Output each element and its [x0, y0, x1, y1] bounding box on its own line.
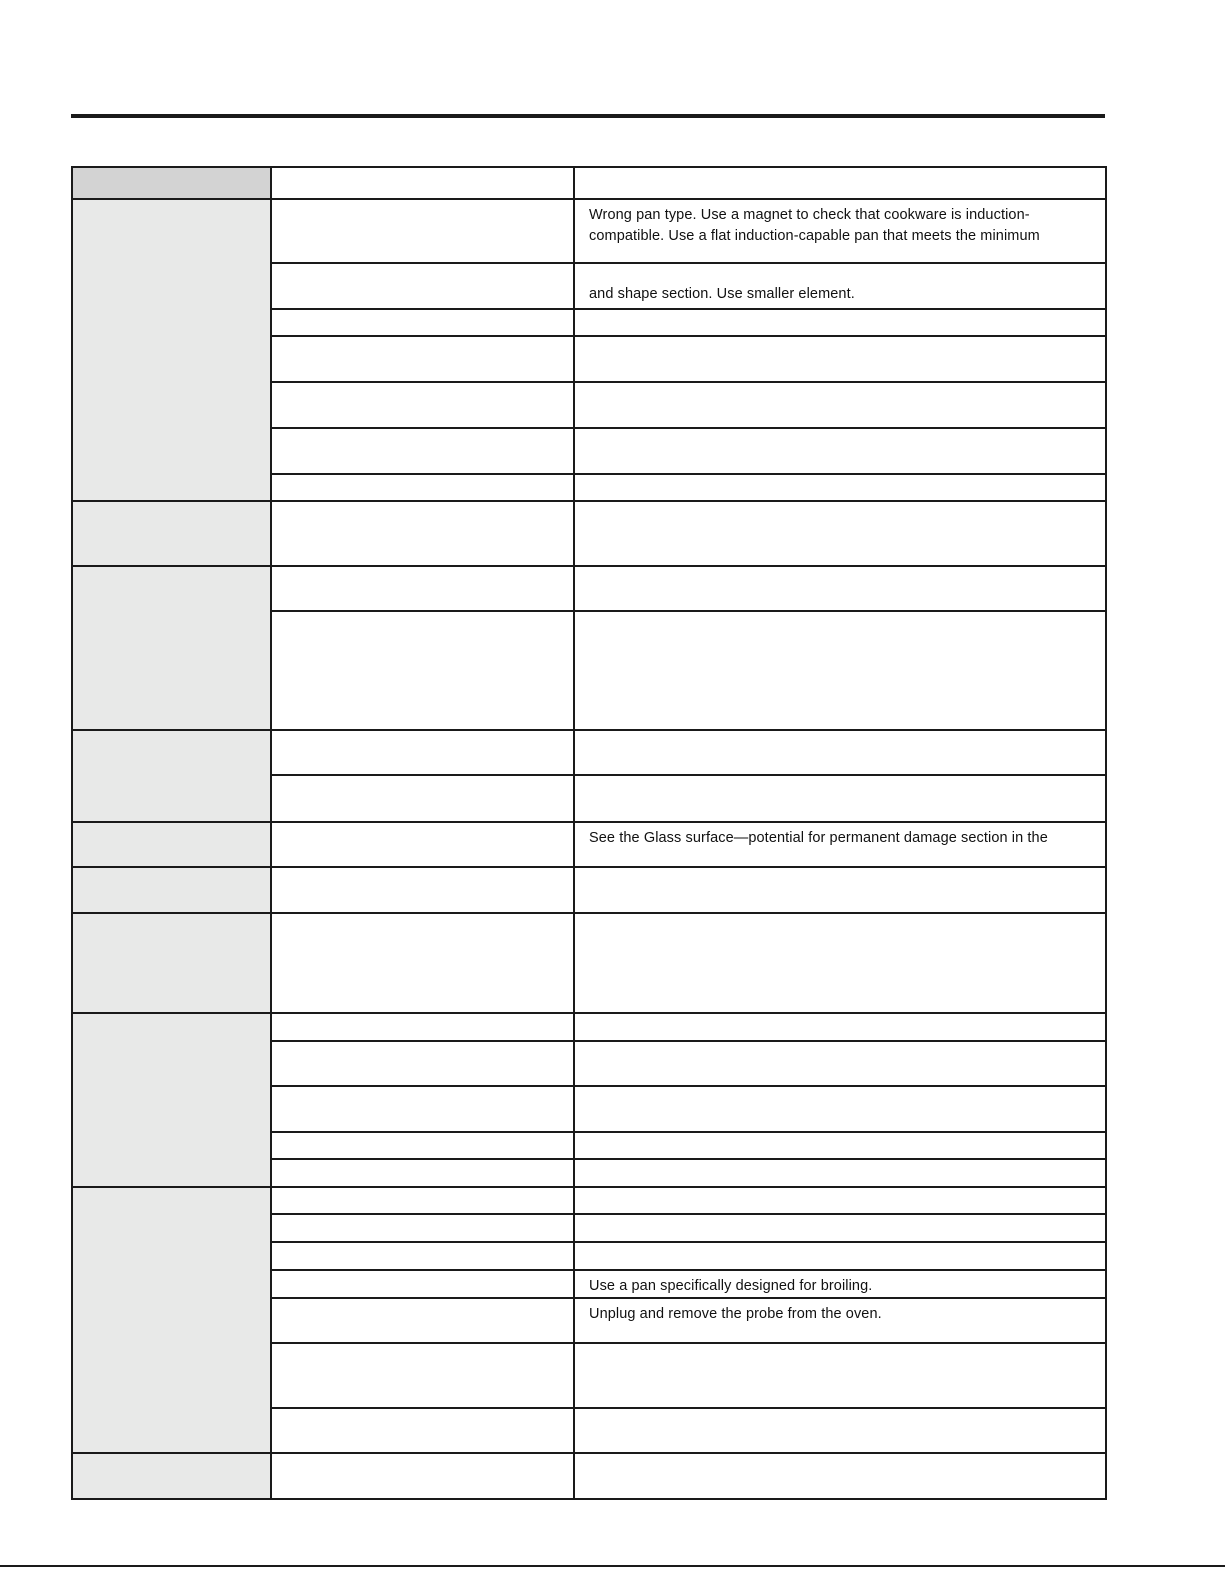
solution-cell [574, 263, 1106, 309]
solution-cell [574, 730, 1106, 775]
solution-cell [574, 1086, 1106, 1132]
cause-cell [271, 867, 574, 913]
cause-cell [271, 1214, 574, 1242]
solution-cell [574, 775, 1106, 822]
solution-text: Use a pan specifically designed for broiling. [589, 1278, 873, 1294]
cause-cell [271, 1408, 574, 1453]
cause-cell [271, 382, 574, 428]
cause-cell [271, 501, 574, 566]
footer-rule [0, 1565, 1225, 1567]
solution-cell [574, 1187, 1106, 1214]
solution-text: See the Glass surface—potential for permanent damage section in the [589, 830, 1048, 846]
solution-cell [574, 1242, 1106, 1270]
table-row [72, 1453, 1106, 1499]
problem-cell [72, 913, 271, 1013]
table-row [72, 199, 1106, 263]
solution-cell [574, 913, 1106, 1013]
cause-cell [271, 775, 574, 822]
header-cell-solution [574, 167, 1106, 199]
solution-cell [574, 1408, 1106, 1453]
header-rule [71, 114, 1105, 118]
problem-cell [72, 867, 271, 913]
table-row [72, 730, 1106, 775]
solution-cell [574, 611, 1106, 730]
solution-cell [574, 566, 1106, 611]
solution-text: Wrong pan type. Use a magnet to check that cookware is induction-compatible. Use a flat induction-capable pan that meets the minimum [589, 207, 1040, 244]
solution-cell [574, 309, 1106, 336]
table-row [72, 501, 1106, 566]
table-row [72, 566, 1106, 611]
cause-cell [271, 199, 574, 263]
cause-cell [271, 1453, 574, 1499]
cause-cell [271, 822, 574, 867]
solution-cell [574, 1298, 1106, 1343]
troubleshooting-table [71, 166, 1107, 1500]
table-row [72, 913, 1106, 1013]
problem-cell [72, 1453, 271, 1499]
solution-cell [574, 822, 1106, 867]
solution-cell [574, 1159, 1106, 1187]
solution-cell [574, 1013, 1106, 1041]
cause-cell [271, 730, 574, 775]
solution-cell [574, 1041, 1106, 1086]
solution-cell [574, 199, 1106, 263]
cause-cell [271, 474, 574, 501]
cause-cell [271, 263, 574, 309]
table-row [72, 1013, 1106, 1041]
cause-cell [271, 1343, 574, 1408]
table-row [72, 1187, 1106, 1214]
solution-cell [574, 474, 1106, 501]
problem-cell [72, 199, 271, 501]
header-cell-problem [72, 167, 271, 199]
cause-cell [271, 1132, 574, 1159]
problem-cell [72, 1187, 271, 1453]
solution-text: and shape section. Use smaller element. [589, 286, 855, 302]
solution-cell [574, 428, 1106, 474]
solution-cell [574, 1132, 1106, 1159]
problem-cell [72, 822, 271, 867]
problem-cell [72, 501, 271, 566]
problem-cell [72, 730, 271, 822]
solution-cell [574, 382, 1106, 428]
cause-cell [271, 1086, 574, 1132]
cause-cell [271, 1159, 574, 1187]
table-row [72, 822, 1106, 867]
cause-cell [271, 1041, 574, 1086]
solution-cell [574, 1453, 1106, 1499]
cause-cell [271, 1298, 574, 1343]
cause-cell [271, 1187, 574, 1214]
problem-cell [72, 566, 271, 730]
header-cell-cause [271, 167, 574, 199]
solution-cell [574, 867, 1106, 913]
table-header-row [72, 167, 1106, 199]
cause-cell [271, 336, 574, 382]
table-row [72, 867, 1106, 913]
cause-cell [271, 1013, 574, 1041]
solution-cell [574, 501, 1106, 566]
solution-cell [574, 336, 1106, 382]
solution-text: Unplug and remove the probe from the oven. [589, 1306, 882, 1322]
cause-cell [271, 611, 574, 730]
cause-cell [271, 428, 574, 474]
cause-cell [271, 1270, 574, 1298]
solution-cell [574, 1214, 1106, 1242]
cause-cell [271, 1242, 574, 1270]
cause-cell [271, 566, 574, 611]
cause-cell [271, 309, 574, 336]
solution-cell [574, 1343, 1106, 1408]
solution-cell [574, 1270, 1106, 1298]
problem-cell [72, 1013, 271, 1187]
cause-cell [271, 913, 574, 1013]
